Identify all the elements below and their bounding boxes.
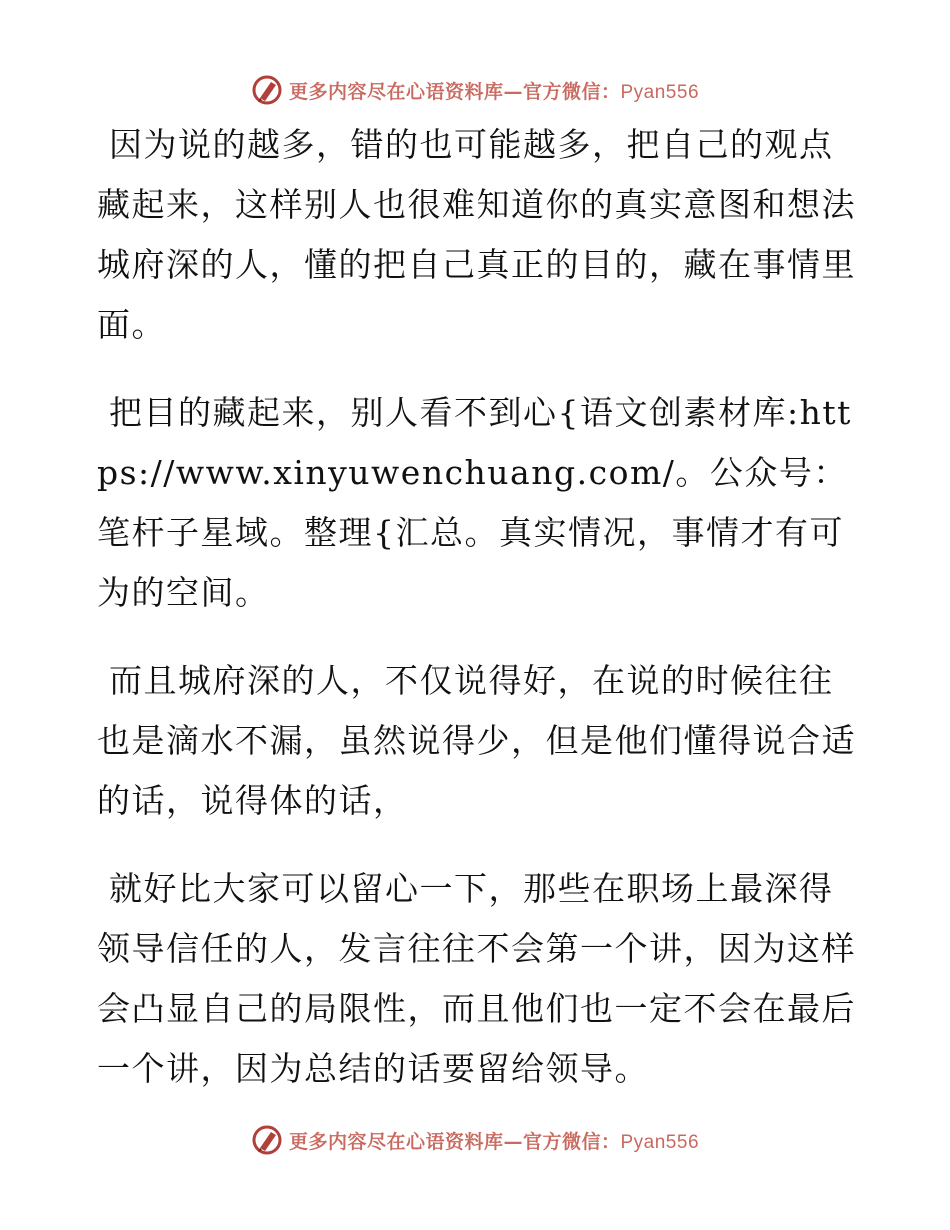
banner-label: 更多内容尽在心语资料库—官方微信：Pyan556 bbox=[288, 1130, 700, 1153]
banner-wechat-handle: Pyan556 bbox=[620, 81, 700, 103]
banner-label: 更多内容尽在心语资料库—官方微信：Pyan556 bbox=[288, 80, 700, 103]
document-body bbox=[97, 115, 857, 1127]
paragraph: 就好比大家可以留心一下，那些在职场上最深得领导信任的人，发言往往不会第一个讲，因为这样会凸显自己的局限性，而且他们也一定不会在最后一个讲，因为总结的话要留给领导。 bbox=[97, 869, 856, 1088]
paragraph: 而且城府深的人，不仅说得好，在说的时候往往也是滴水不漏，虽然说得少，但是他们懂得说合适的话，说得体的话， bbox=[97, 661, 856, 820]
footer-banner bbox=[0, 1120, 950, 1160]
paragraph: 把目的藏起来，别人看不到心{语文创素材库:https://www.xinyuwenchuang.com/。公众号：笔杆子星域。整理{汇总。真实情况，事情才有可为的空间。 bbox=[97, 393, 852, 612]
paragraph: 因为说的越多，错的也可能越多，把自己的观点藏起来，这样别人也很难知道你的真实意图和想法城府深的人，懂的把自己真正的目的，藏在事情里面。 bbox=[97, 125, 856, 344]
pen-logo-icon bbox=[251, 1124, 283, 1156]
pen-logo-icon bbox=[251, 74, 283, 106]
header-banner bbox=[0, 70, 950, 110]
banner-wechat-handle: Pyan556 bbox=[620, 1131, 700, 1153]
